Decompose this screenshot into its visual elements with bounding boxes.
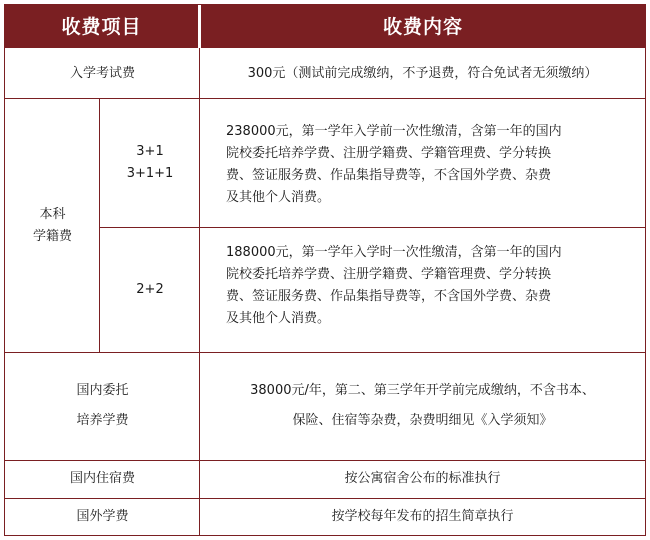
content-line: 费、签证服务费、作品集指导费等，不含国外学费、杂费	[226, 289, 552, 304]
program-line1: 3+1	[136, 144, 164, 159]
content-line: 院校委托培养学费、注册学籍费、学籍管理费、学分转换	[226, 267, 552, 282]
column-divider	[99, 99, 100, 352]
undergrad-label-line2: 学籍费	[32, 228, 72, 244]
program-3plus1-label	[100, 99, 200, 227]
content-line: 及其他个人消费。	[226, 190, 331, 205]
domestic-training-label	[5, 352, 200, 460]
header-fee-content: 收费内容	[201, 5, 645, 48]
program-2plus2-content	[226, 242, 636, 342]
row-divider	[5, 352, 645, 353]
content-line: 38000元/年，第二、第三学年开学前完成缴纳，不含书本、	[250, 383, 595, 398]
program-3plus1-content	[226, 121, 636, 221]
content-line: 保险、住宿等杂费，杂费明细见《入学须知》	[292, 413, 553, 428]
program-line2: 3+1+1	[126, 166, 174, 181]
domestic-label-line1: 国内委托	[76, 383, 129, 398]
dorm-fee-label: 国内住宿费	[69, 471, 135, 486]
row-divider	[5, 460, 645, 461]
entrance-fee-content: 300元（测试前完成缴纳，不予退费，符合免试者无须缴纳）	[247, 65, 598, 81]
content-line: 院校委托培养学费、注册学籍费、学籍管理费、学分转换	[226, 146, 552, 161]
content-line: 及其他个人消费。	[226, 311, 331, 326]
header-divider	[199, 5, 201, 48]
domestic-label-line2: 培养学费	[76, 413, 129, 428]
content-line: 188000元，第一学年入学时一次性缴清，含第一年的国内	[226, 245, 562, 260]
foreign-tuition-content: 按学校每年发布的招生简章执行	[331, 508, 514, 524]
domestic-training-content	[200, 352, 645, 460]
entrance-fee-label: 入学考试费	[69, 65, 135, 81]
column-divider	[199, 48, 200, 535]
header-fee-item: 收费项目	[5, 5, 198, 48]
undergrad-label-line1: 本科	[39, 206, 66, 222]
row-divider	[100, 227, 645, 228]
content-line: 238000元，第一学年入学前一次性缴清，含第一年的国内	[226, 124, 562, 139]
dorm-fee-content: 按公寓宿舍公布的标准执行	[344, 471, 501, 486]
undergrad-fee-label	[5, 99, 100, 352]
program-2plus2-label: 2+2	[136, 281, 164, 297]
foreign-tuition-label: 国外学费	[76, 508, 129, 524]
row-divider	[5, 98, 645, 99]
content-line: 费、签证服务费、作品集指导费等，不含国外学费、杂费	[226, 168, 552, 183]
row-divider	[5, 498, 645, 499]
